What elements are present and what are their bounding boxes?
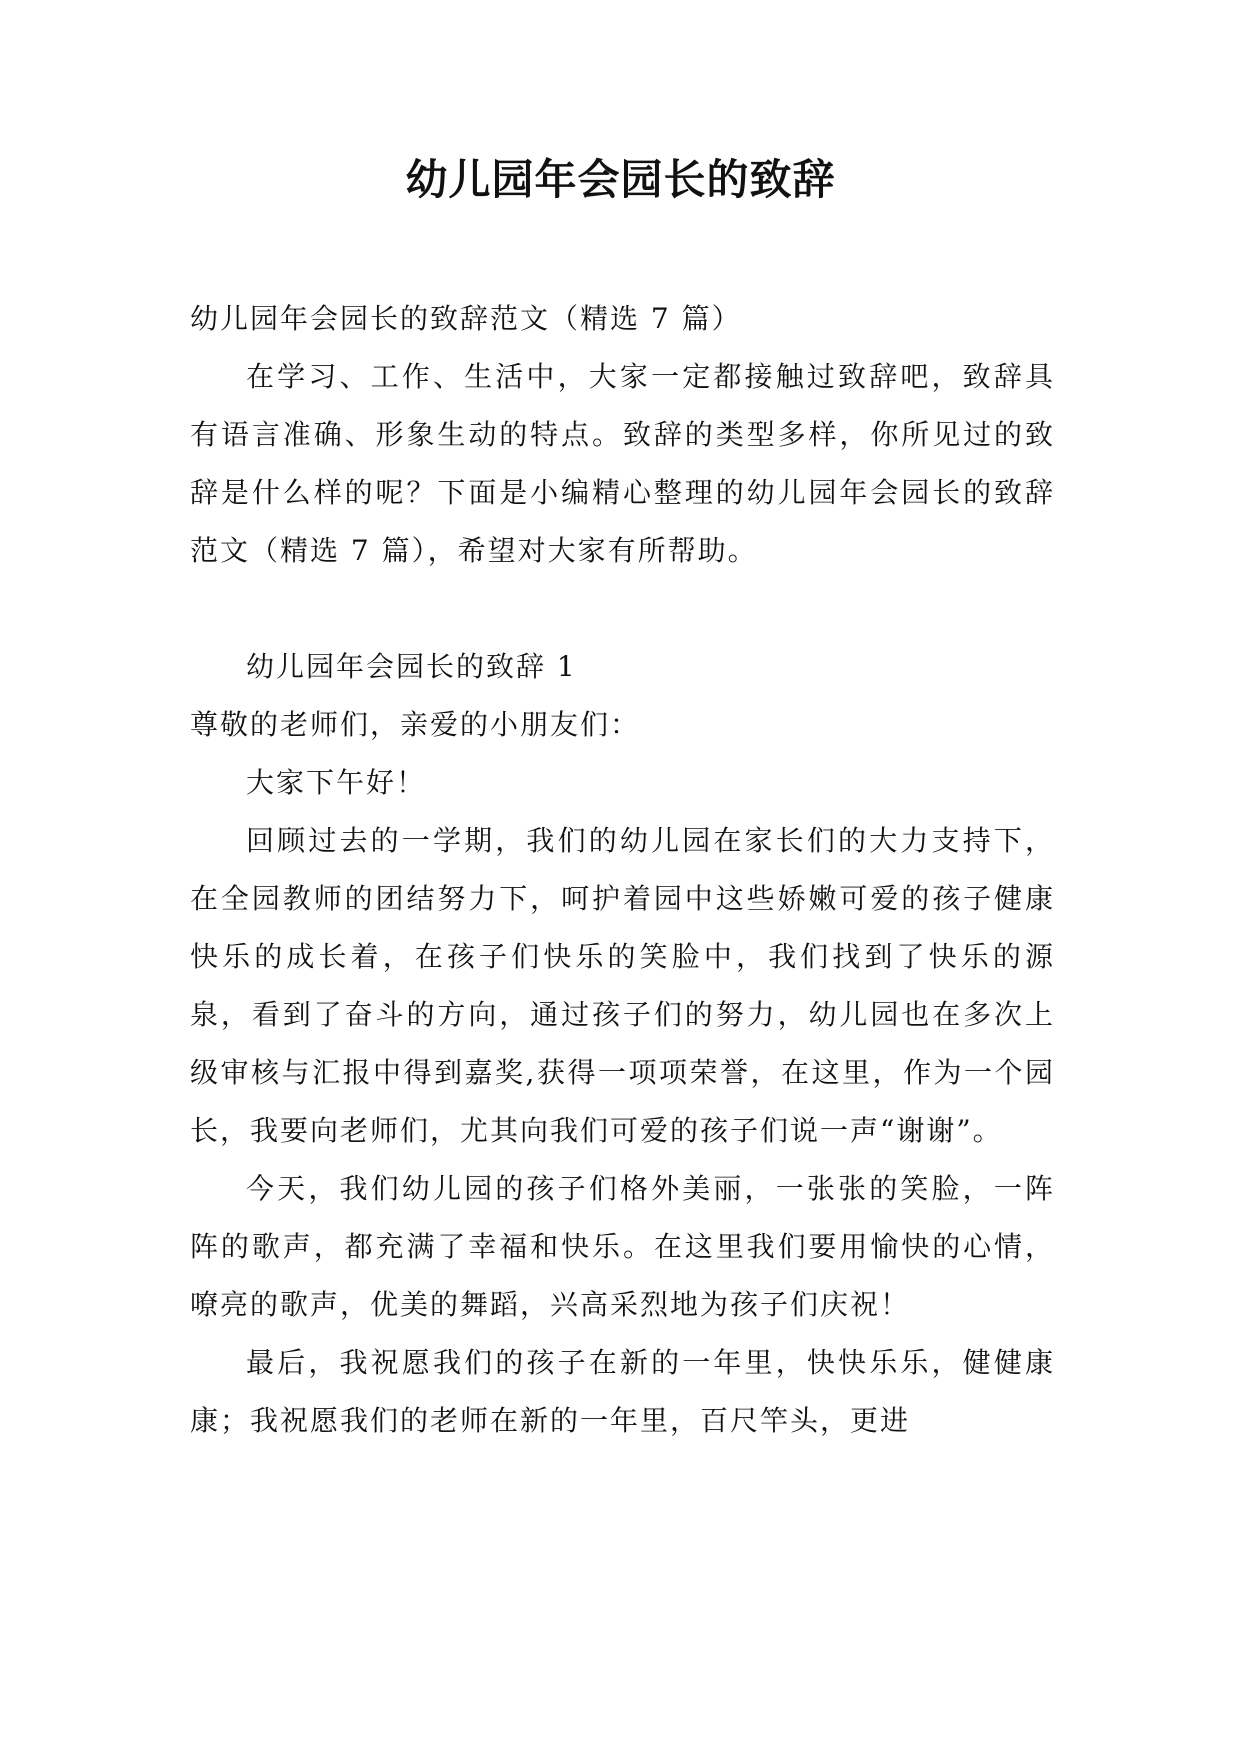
salutation: 尊敬的老师们，亲爱的小朋友们：: [190, 708, 641, 741]
section-heading: 幼儿园年会园长的致辞 1: [246, 650, 577, 683]
paragraph-gap: [190, 580, 1055, 638]
body-paragraph-2: 今天，我们幼儿园的孩子们格外美丽，一张张的笑脸，一阵阵的歌声，都充满了幸福和快乐。在这里我们要用愉快的心情，嘹亮的歌声，优美的舞蹈，兴高采烈地为孩子们庆祝！: [190, 1172, 1055, 1321]
body-paragraph-1: 回顾过去的一学期，我们的幼儿园在家长们的大力支持下，在全园教师的团结努力下，呵护着园中这些娇嫩可爱的孩子健康快乐的成长着，在孩子们快乐的笑脸中，我们找到了快乐的源泉，看到了奋斗的方向，通过孩子们的努力，幼儿园也在多次上级审核与汇报中得到嘉奖,获得一项项荣誉，在这里，作为一个园长，我要向老师们，尤其向我们可爱的孩子们说一声“谢谢”。: [190, 824, 1055, 1147]
document-body: [190, 290, 1055, 1450]
page-title: 幼儿园年会园长的致辞: [405, 155, 836, 204]
greeting: 大家下午好！: [246, 766, 427, 799]
body-paragraph-3: 最后，我祝愿我们的孩子在新的一年里，快快乐乐，健健康康；我祝愿我们的老师在新的一年里，百尺竿头，更进: [190, 1346, 1055, 1437]
document-subtitle: 幼儿园年会园长的致辞范文（精选 7 篇）: [190, 302, 742, 335]
intro-paragraph: 在学习、工作、生活中，大家一定都接触过致辞吧，致辞具有语言准确、形象生动的特点。致辞的类型多样，你所见过的致辞是什么样的呢？下面是小编精心整理的幼儿园年会园长的致辞范文（精选 7 篇），希望对大家有所帮助。: [190, 360, 1055, 567]
